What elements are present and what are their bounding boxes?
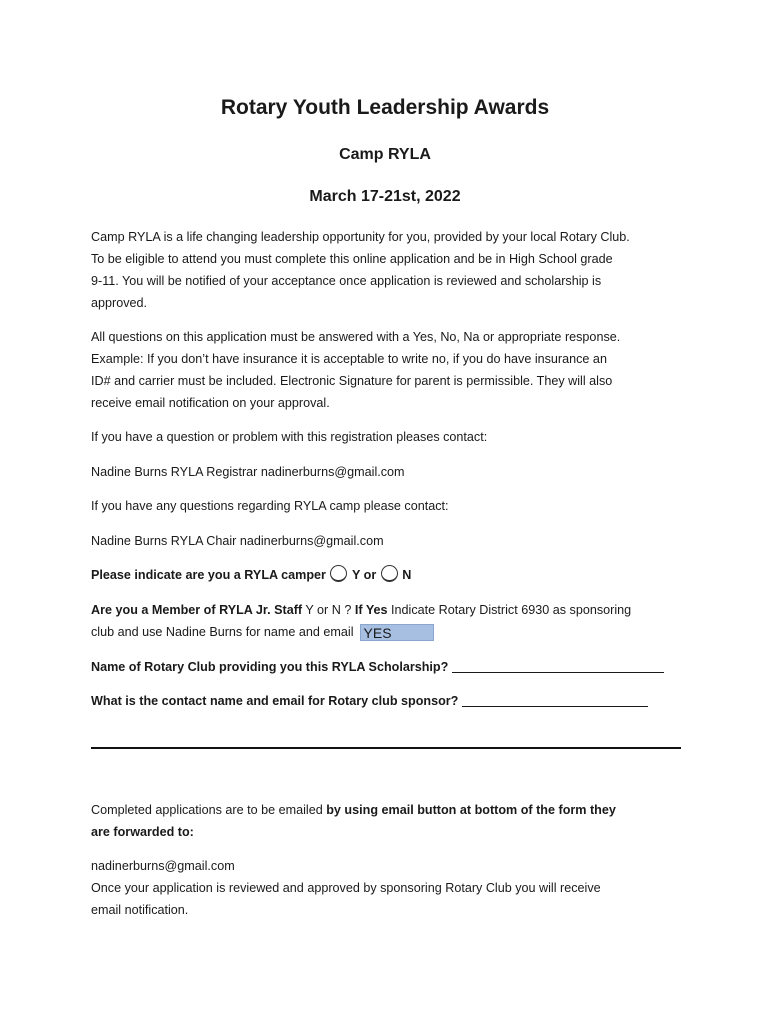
event-date: March 17-21st, 2022 [309, 188, 461, 205]
intro-line: 9-11. You will be notified of your acceptance once application is reviewed and scholarship is [91, 274, 602, 288]
camp-prompt: If you have any questions regarding RYLA camp please contact: [91, 499, 449, 513]
submission-instructions [91, 799, 691, 843]
intro-line: Camp RYLA is a life changing leadership opportunity for you, provided by your local Rotary Club. [91, 230, 630, 244]
club-name-field[interactable] [452, 660, 664, 673]
submission-text-bold: by using email button at bottom of the form they [326, 803, 616, 817]
instructions-line: ID# and carrier must be included. Electronic Signature for parent is permissible. They will also [91, 374, 613, 388]
camper-question-label: Please indicate are you a RYLA camper [91, 568, 326, 582]
page-subtitle: Camp RYLA [339, 146, 431, 163]
intro-line: To be eligible to attend you must complete this online application and be in High School grade [91, 252, 613, 266]
intro-line: approved. [91, 296, 148, 310]
approval-note: Once your application is reviewed and approved by sponsoring Rotary Club you will receive [91, 881, 601, 895]
club-question [91, 656, 691, 678]
camper-no-radio[interactable] [381, 565, 398, 582]
instructions-paragraph [91, 326, 691, 414]
staff-options: Y or N ? [302, 603, 355, 617]
divider-line [91, 747, 681, 749]
submission-text: Completed applications are to be emailed [91, 803, 327, 817]
registration-prompt: If you have a question or problem with this registration pleases contact: [91, 430, 488, 444]
approval-note-line2: email notification. [91, 903, 189, 917]
staff-question [91, 599, 691, 643]
sponsor-contact-field[interactable] [462, 694, 648, 707]
camper-question [91, 564, 691, 586]
staff-instruction: Indicate Rotary District 6930 as sponsoring [387, 603, 632, 617]
registrar-contact: Nadine Burns RYLA Registrar nadinerburns@gmail.com [91, 465, 405, 479]
submission-text-bold-line2: are forwarded to: [91, 825, 194, 839]
staff-if-yes: If Yes [354, 603, 388, 617]
submission-contact [91, 855, 691, 921]
club-question-label: Name of Rotary Club providing you this RYLA Scholarship? [91, 660, 452, 674]
camper-yes-radio[interactable] [330, 565, 347, 582]
sponsor-question-label: What is the contact name and email for Rotary club sponsor? [91, 694, 462, 708]
submission-email: nadinerburns@gmail.com [91, 859, 235, 873]
chair-contact: Nadine Burns RYLA Chair nadinerburns@gmail.com [91, 534, 384, 548]
camper-yes-label: Y or [351, 568, 377, 582]
staff-instruction-line2: club and use Nadine Burns for name and email [91, 625, 354, 639]
instructions-line: All questions on this application must be answered with a Yes, No, Na or appropriate response. [91, 330, 621, 344]
camper-no-label: N [402, 568, 412, 582]
staff-answer-field[interactable]: YES [360, 624, 434, 641]
sponsor-question [91, 690, 691, 712]
instructions-line: receive email notification on your approval. [91, 396, 330, 410]
intro-paragraph [91, 226, 691, 314]
instructions-line: Example: If you don’t have insurance it is acceptable to write no, if you do have insurance an [91, 352, 607, 366]
staff-question-label: Are you a Member of RYLA Jr. Staff [91, 603, 303, 617]
page-title: Rotary Youth Leadership Awards [220, 96, 550, 119]
